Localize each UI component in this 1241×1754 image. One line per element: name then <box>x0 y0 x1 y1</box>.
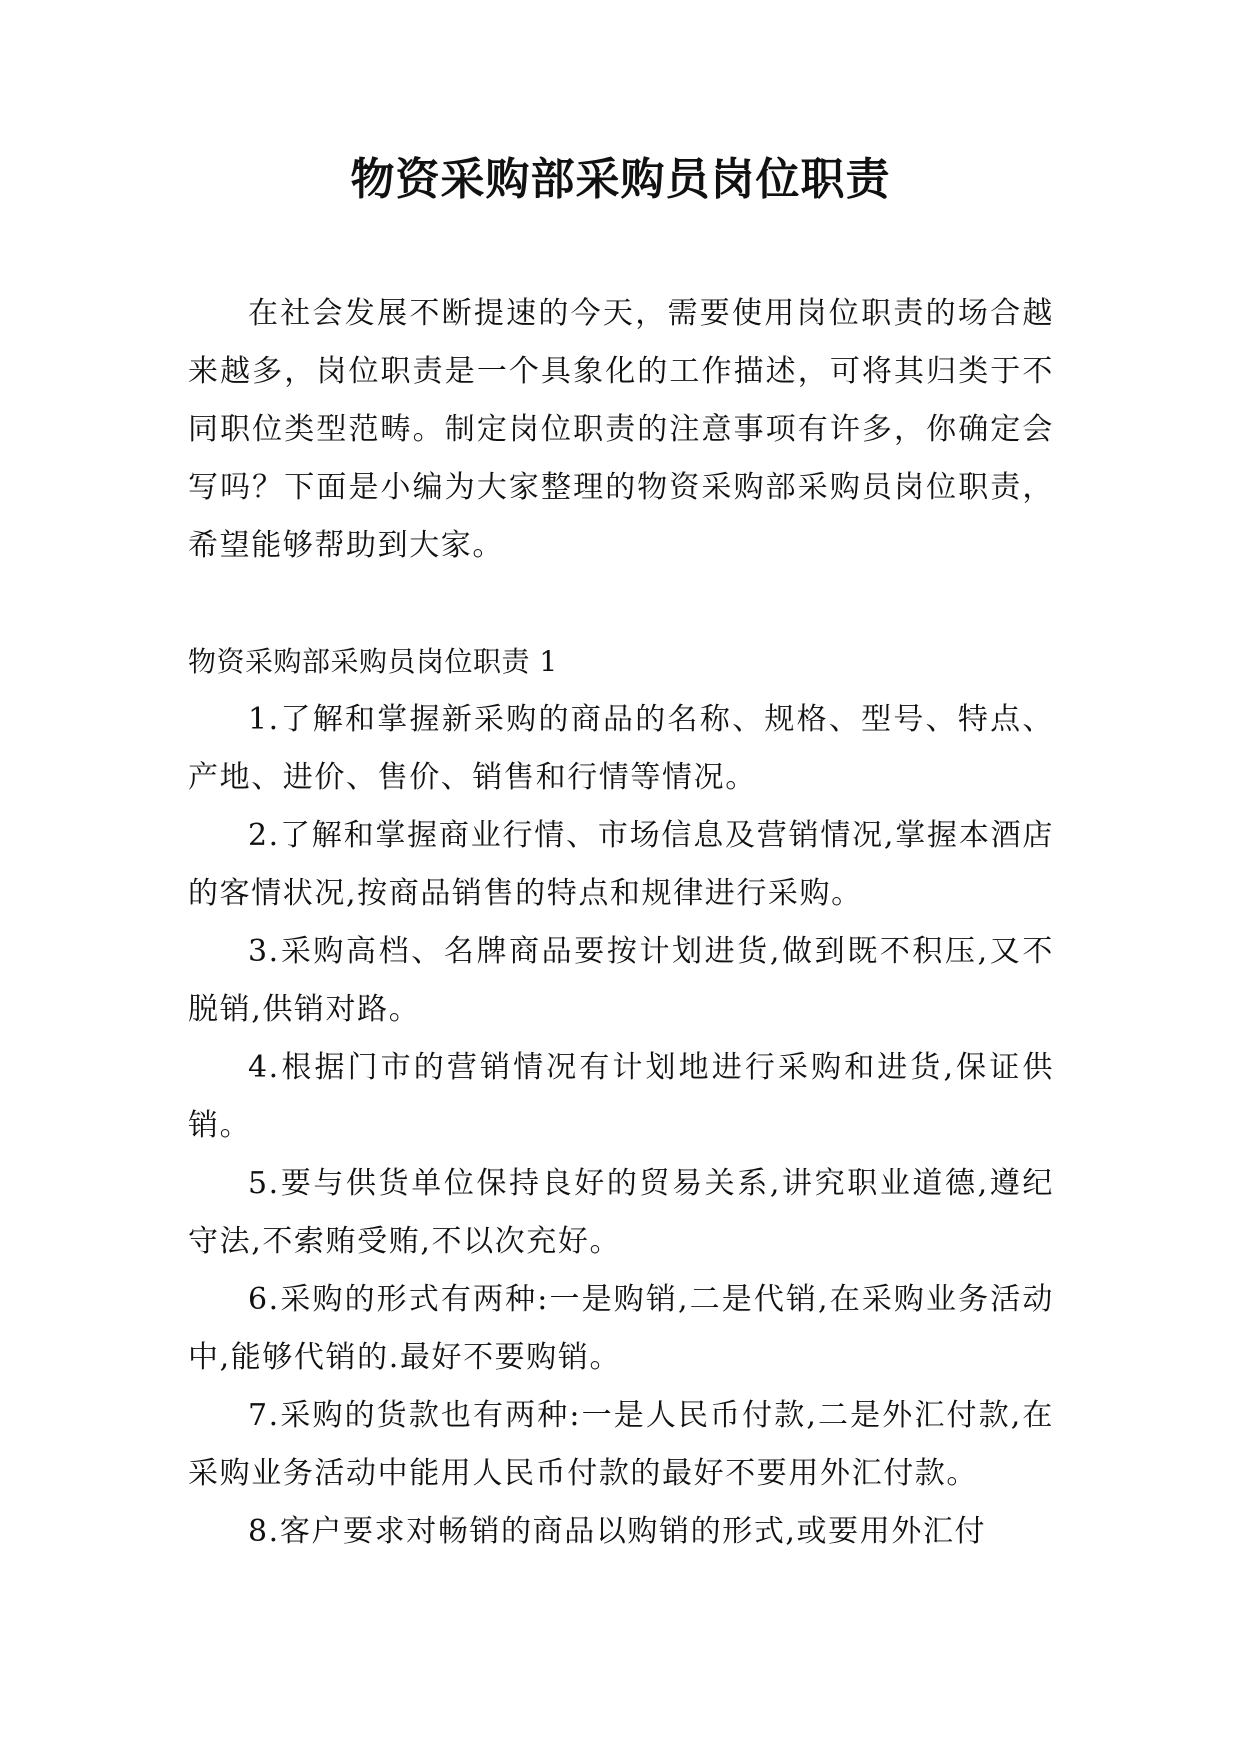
duty-item-8: 8.客户要求对畅销的商品以购销的形式,或要用外汇付 <box>248 1514 987 1549</box>
document-body <box>188 285 1054 1561</box>
duty-item-3: 3.采购高档、名牌商品要按计划进货,做到既不积压,又不脱销,供销对路。 <box>188 934 1054 1027</box>
duty-item-5: 5.要与供货单位保持良好的贸易关系,讲究职业道德,遵纪守法,不索贿受贿,不以次充好。 <box>188 1166 1054 1259</box>
duty-item-6: 6.采购的形式有两种:一是购销,二是代销,在采购业务活动中,能够代销的.最好不要购销。 <box>188 1282 1054 1375</box>
intro-paragraph: 在社会发展不断提速的今天，需要使用岗位职责的场合越来越多，岗位职责是一个具象化的工作描述，可将其归类于不同职位类型范畴。制定岗位职责的注意事项有许多，你确定会写吗？下面是小编为大家整理的物资采购部采购员岗位职责，希望能够帮助到大家。 <box>188 296 1054 563</box>
duty-item-2: 2.了解和掌握商业行情、市场信息及营销情况,掌握本酒店的客情状况,按商品销售的特点和规律进行采购。 <box>188 818 1054 911</box>
section-heading: 物资采购部采购员岗位职责 1 <box>188 645 558 678</box>
duty-item-1: 1.了解和掌握新采购的商品的名称、规格、型号、特点、产地、进价、售价、销售和行情等情况。 <box>188 702 1054 795</box>
document-title: 物资采购部采购员岗位职责 <box>350 154 891 205</box>
duty-item-4: 4.根据门市的营销情况有计划地进行采购和进货,保证供销。 <box>188 1050 1054 1143</box>
duty-item-7: 7.采购的货款也有两种:一是人民币付款,二是外汇付款,在采购业务活动中能用人民币付款的最好不要用外汇付款。 <box>188 1398 1054 1491</box>
